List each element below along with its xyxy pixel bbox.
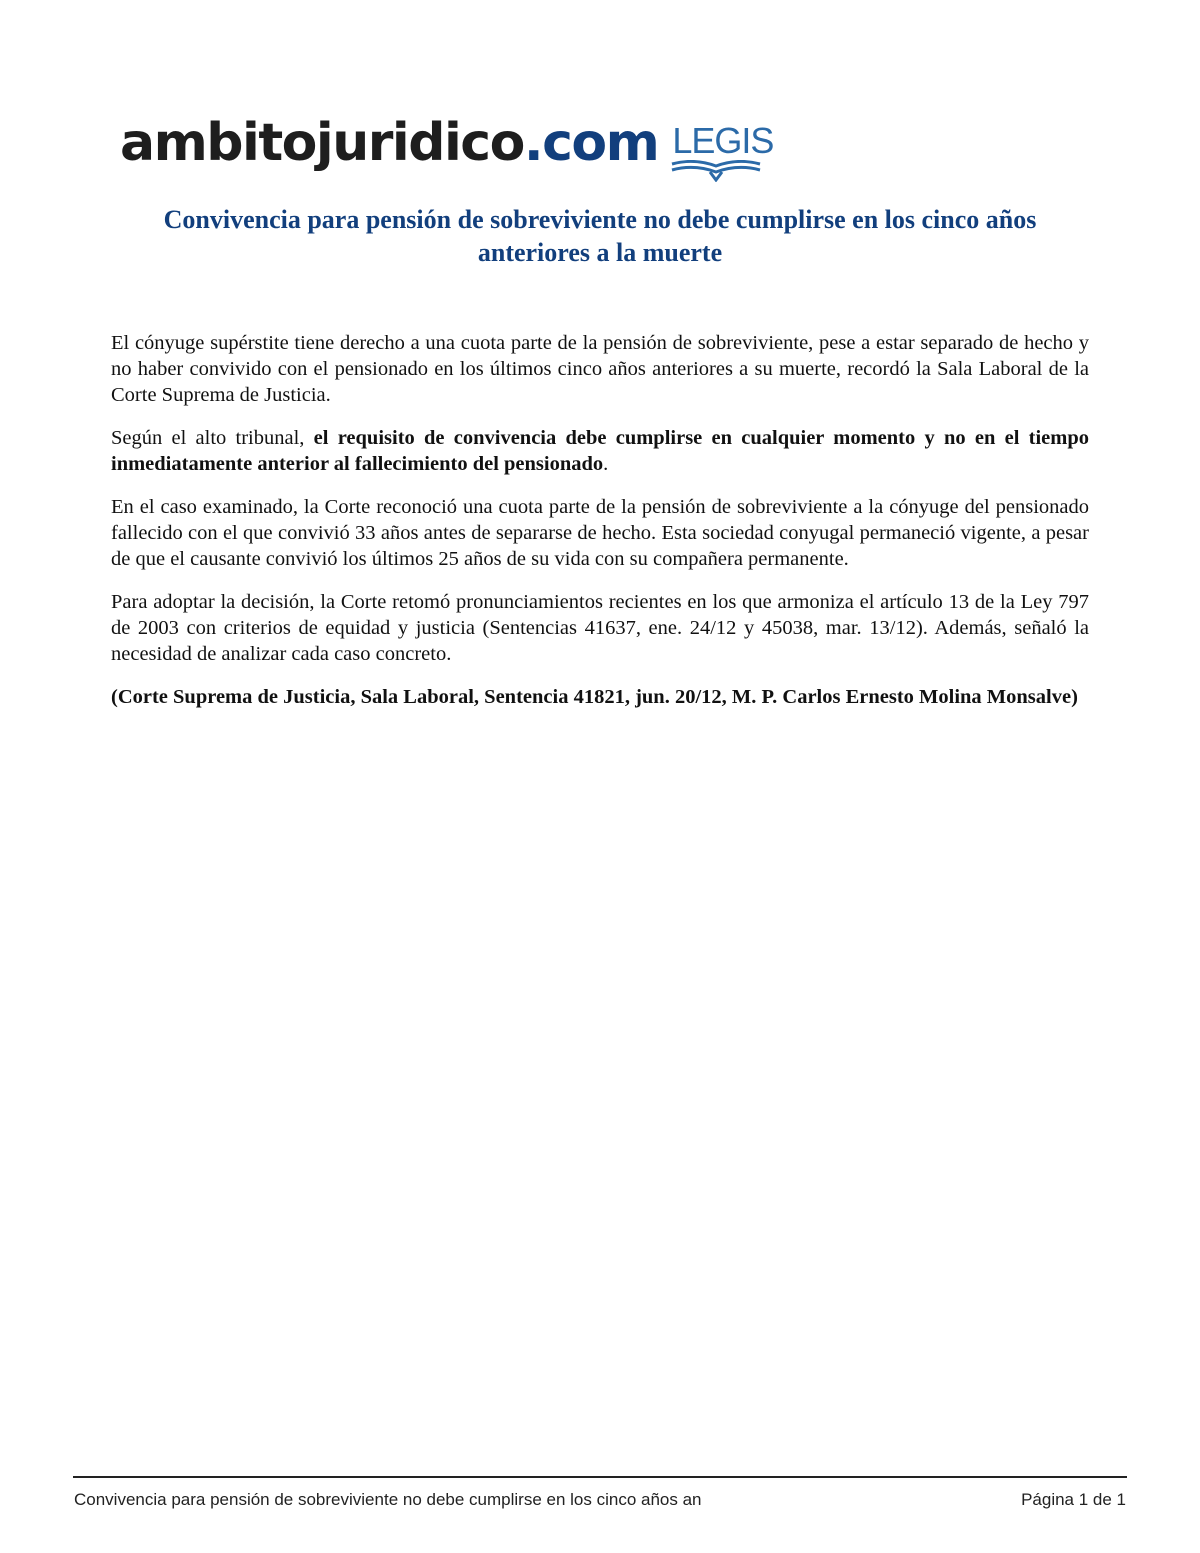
paragraph-3: En el caso examinado, la Corte reconoció una cuota parte de la pensión de sobreviviente a la cónyuge del pensionado fallecido con el que convivió 33 años antes de separarse de hecho. Esta sociedad conyugal permaneció vigente, a pesar de que el causante convivió los últimos 25 años de su vida con su compañera permanente. [111,496,1089,570]
article-body [111,330,1089,727]
citation [111,684,1089,710]
paragraph-2-highlight: el requisito de convivencia debe cumplirse en cualquier momento y no en el tiempo inmediatamente anterior al fallecimiento del pensionado [111,427,1090,475]
book-icon [670,160,762,182]
paragraph-1: El cónyuge supérstite tiene derecho a una cuota parte de la pensión de sobreviviente, pese a estar separado de hecho y no haber convivido con el pensionado en los últimos cinco años anteriores a su muerte, recordó la Sala Laboral de la Corte Suprema de Justicia. [111,332,1089,406]
logo-domain-text: .com [523,113,659,173]
footer-title: Convivencia para pensión de sobreviviente no debe cumplirse en los cinco años an [74,1490,702,1509]
paragraph-4: Para adoptar la decisión, la Corte retomó pronunciamientos recientes en los que armoniza el artículo 13 de la Ley 797 de 2003 con criterios de equidad y justicia (Sentencias 41637, ene. 24/12 y 45038, mar. 13/12). Además, señaló la necesidad de analizar cada caso concreto. [111,591,1089,665]
site-logo [120,112,774,184]
article-title: Convivencia para pensión de sobreviviente no debe cumplirse en los cinco años anteriores a la muerte [163,205,1037,267]
footer-divider [73,1476,1127,1478]
paragraph-2 [111,425,1089,477]
logo-wordmark [120,112,658,174]
paragraph-2-end: . [603,453,609,475]
logo-main-text: ambitojuridico [120,113,524,173]
page-number: Página 1 de 1 [1021,1490,1126,1509]
legis-logo [670,120,774,182]
legis-logo-text: LEGIS [672,120,774,161]
citation-text: (Corte Suprema de Justicia, Sala Laboral, Sentencia 41821, jun. 20/12, M. P. Carlos Ernesto Molina Monsalve) [111,686,1078,708]
paragraph-2-intro: Según el alto tribunal, [111,427,314,449]
